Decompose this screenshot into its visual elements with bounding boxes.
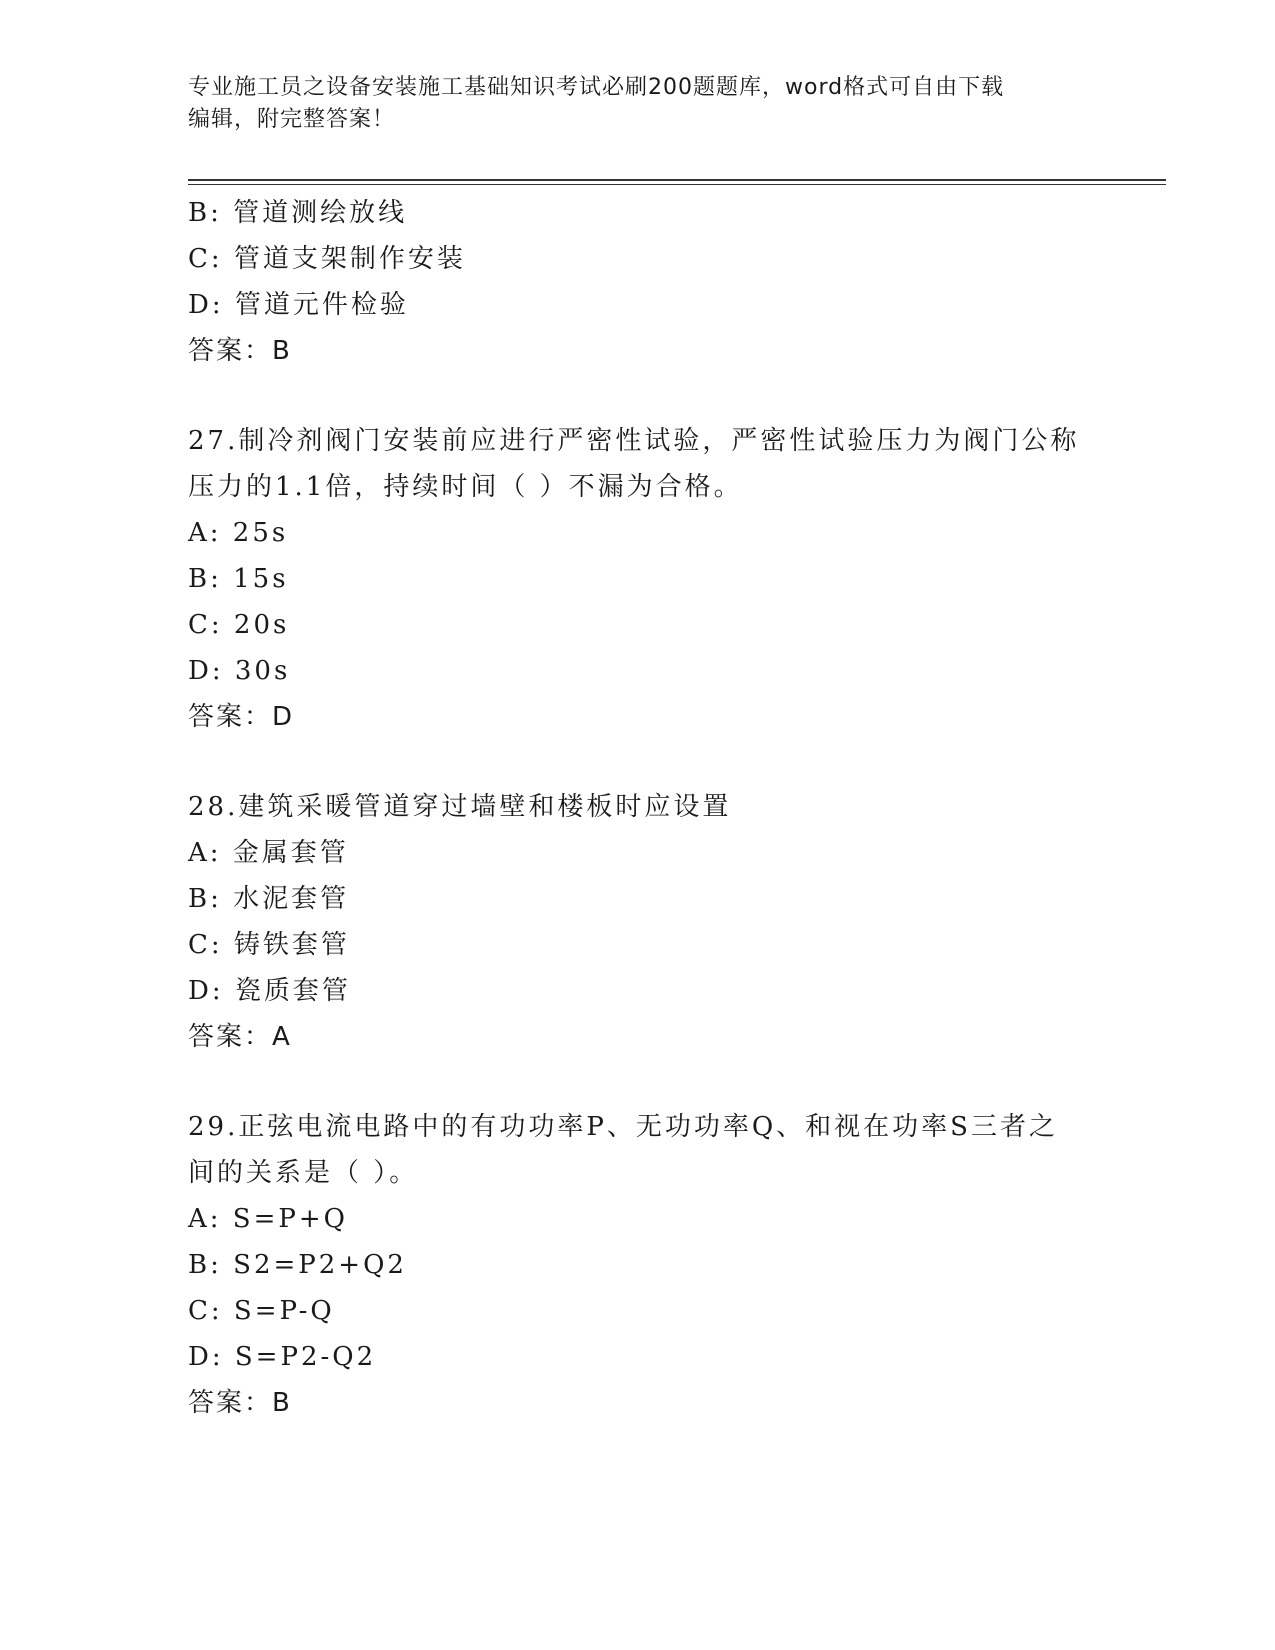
header-divider-top [188,179,1166,181]
option-b: B: 水泥套管 [188,884,350,914]
option-b: B: 15s [188,564,289,594]
question-stem: 27.制冷剂阀门安装前应进行严密性试验，严密性试验压力为阀门公称 [188,426,1080,456]
option-b: B: S2=P2+Q2 [188,1250,407,1280]
spacer [188,740,1088,784]
option-d: D: 管道元件检验 [188,290,409,320]
option-d: D: S=P2-Q2 [188,1342,377,1372]
question-27 [188,418,1088,740]
option-c: C: 20s [188,610,290,640]
option-c: C: 铸铁套管 [188,930,350,960]
question-list [188,190,1088,1426]
option-d: D: 30s [188,656,291,686]
option-a: A: 25s [188,518,289,548]
option-c: C: 管道支架制作安装 [188,244,466,274]
option-a: A: S=P+Q [188,1204,348,1234]
document-header [188,72,1088,136]
option-d: D: 瓷质套管 [188,976,351,1006]
question-26 [188,190,1088,374]
answer-line: 答案：B [188,1388,292,1418]
header-line-1: 专业施工员之设备安装施工基础知识考试必刷200题题库，word格式可自由下载 [188,75,1005,100]
option-b: B: 管道测绘放线 [188,198,408,228]
header-divider-bottom [188,184,1166,185]
answer-line: 答案：A [188,1022,292,1052]
answer-line: 答案：B [188,336,292,366]
question-stem: 间的关系是（ ）。 [188,1158,419,1188]
question-29 [188,1104,1088,1426]
spacer [188,1060,1088,1104]
question-stem: 压力的1.1倍，持续时间（ ）不漏为合格。 [188,472,743,502]
option-a: A: 金属套管 [188,838,349,868]
question-stem: 29.正弦电流电路中的有功功率P、无功功率Q、和视在功率S三者之 [188,1112,1058,1142]
header-line-2: 编辑，附完整答案！ [188,107,396,132]
spacer [188,374,1088,418]
option-c: C: S=P-Q [188,1296,335,1326]
question-stem: 28.建筑采暖管道穿过墙壁和楼板时应设置 [188,792,732,822]
question-28 [188,784,1088,1060]
answer-line: 答案：D [188,702,295,732]
